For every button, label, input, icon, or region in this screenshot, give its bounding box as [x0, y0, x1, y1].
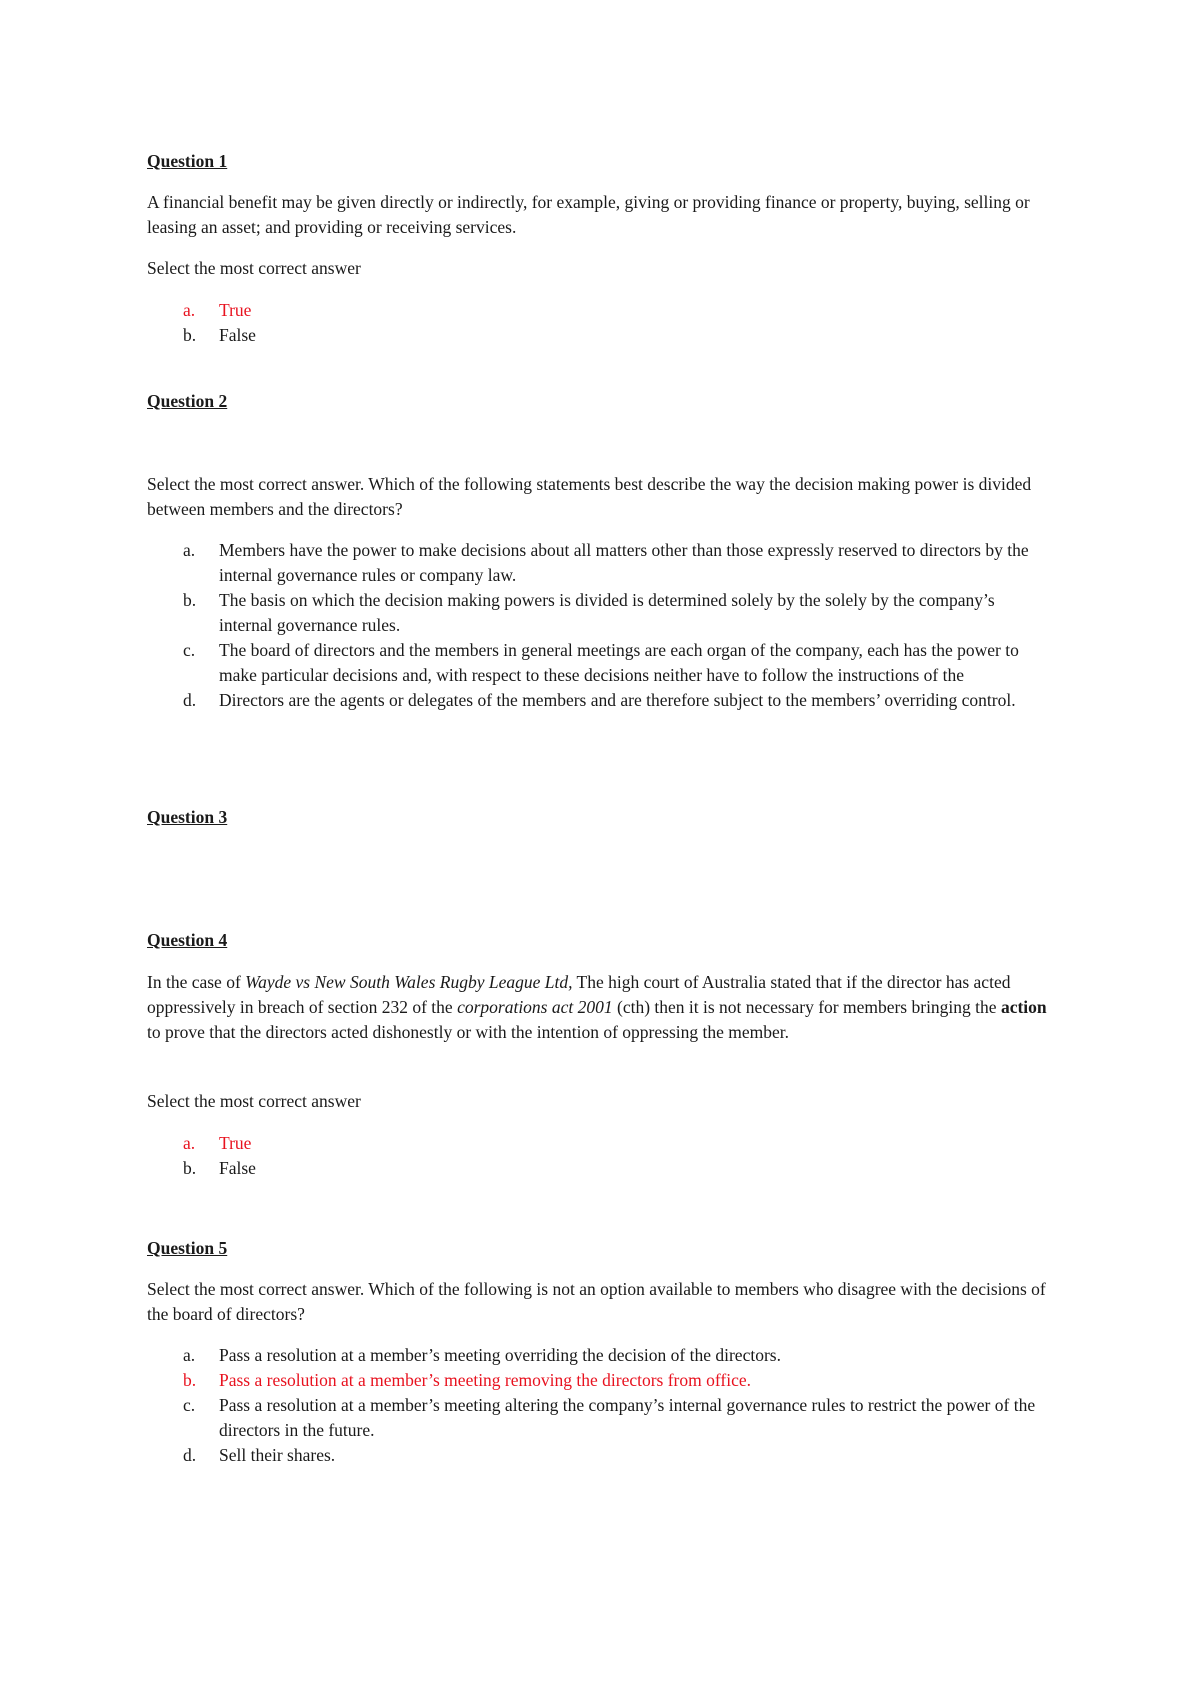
case-name: Wayde vs New South Wales Rugby League Ltd, — [245, 972, 573, 992]
option-letter: a. — [183, 300, 196, 320]
option-letter: b. — [183, 590, 197, 610]
question-4-options — [147, 1131, 1047, 1181]
question-1-options — [147, 298, 1047, 348]
option-item — [147, 588, 1047, 638]
option-text: False — [219, 1158, 256, 1178]
option-letter: b. — [183, 325, 197, 345]
question-4-title: Question 4 — [147, 930, 228, 950]
option-text: The board of directors and the members in general meetings are each organ of the company, each has the power to make particular decisions and, with respect to these decisions neither have to follow the instructions of the — [219, 640, 1019, 685]
body-text: In the case of — [147, 972, 246, 992]
option-item — [147, 1343, 1047, 1368]
body-text: The high court of Australia stated that if the director has acted oppressively in breach of section 232 of the — [147, 972, 1011, 1017]
question-2-body: Select the most correct answer. Which of the following statements best describe the way the decision making power is divided between members and the directors? — [147, 474, 1032, 519]
option-item — [147, 538, 1047, 588]
option-letter: a. — [183, 1133, 196, 1153]
option-letter: d. — [183, 690, 197, 710]
question-5-options — [147, 1343, 1047, 1468]
option-item — [147, 1393, 1047, 1443]
option-text: Members have the power to make decisions about all matters other than those expressly reserved to directors by the internal governance rules or company law. — [219, 540, 1029, 585]
option-letter: b. — [183, 1158, 197, 1178]
option-item — [147, 1368, 1047, 1393]
question-1-title: Question 1 — [147, 151, 228, 171]
option-text: True — [219, 300, 252, 320]
option-text: Pass a resolution at a member’s meeting altering the company’s internal governance rules to restrict the power of the directors in the future. — [219, 1395, 1036, 1440]
option-letter: d. — [183, 1445, 197, 1465]
question-4-prompt: Select the most correct answer — [147, 1091, 361, 1111]
question-2-options — [147, 538, 1047, 713]
act-name: corporations act 2001 — [457, 997, 613, 1017]
option-text: Sell their shares. — [219, 1445, 336, 1465]
question-1-body: A financial benefit may be given directly or indirectly, for example, giving or providing finance or property, buying, selling or leasing an asset; and providing or receiving services. — [147, 192, 1030, 237]
question-3-title: Question 3 — [147, 807, 228, 827]
question-5-body: Select the most correct answer. Which of the following is not an option available to members who disagree with the decisions of the board of directors? — [147, 1279, 1046, 1324]
option-letter: c. — [183, 1395, 196, 1415]
option-letter: a. — [183, 1345, 196, 1365]
option-text: Pass a resolution at a member’s meeting overriding the decision of the directors. — [219, 1345, 781, 1365]
option-letter: c. — [183, 640, 196, 660]
body-text: to prove that the directors acted dishonestly or with the intention of oppressing the member. — [147, 1022, 790, 1042]
question-5-title: Question 5 — [147, 1238, 228, 1258]
option-item — [147, 638, 1047, 688]
option-item — [147, 688, 1047, 713]
option-item — [147, 1156, 1047, 1181]
option-letter: a. — [183, 540, 196, 560]
option-item — [147, 298, 1047, 323]
body-text: (cth) then it is not necessary for members bringing the — [612, 997, 1001, 1017]
option-item — [147, 1443, 1047, 1468]
option-letter: b. — [183, 1370, 197, 1390]
option-item — [147, 1131, 1047, 1156]
option-item — [147, 323, 1047, 348]
bold-word: action — [1000, 997, 1047, 1017]
question-4-body — [147, 970, 1047, 1045]
option-text: The basis on which the decision making powers is divided is determined solely by the solely by the company’s internal governance rules. — [219, 590, 995, 635]
option-text: True — [219, 1133, 252, 1153]
option-text: Pass a resolution at a member’s meeting removing the directors from office. — [219, 1370, 751, 1390]
question-2-title: Question 2 — [147, 391, 228, 411]
option-text: False — [219, 325, 256, 345]
option-text: Directors are the agents or delegates of the members and are therefore subject to the members’ overriding control. — [219, 690, 1016, 710]
question-1-prompt: Select the most correct answer — [147, 258, 361, 278]
